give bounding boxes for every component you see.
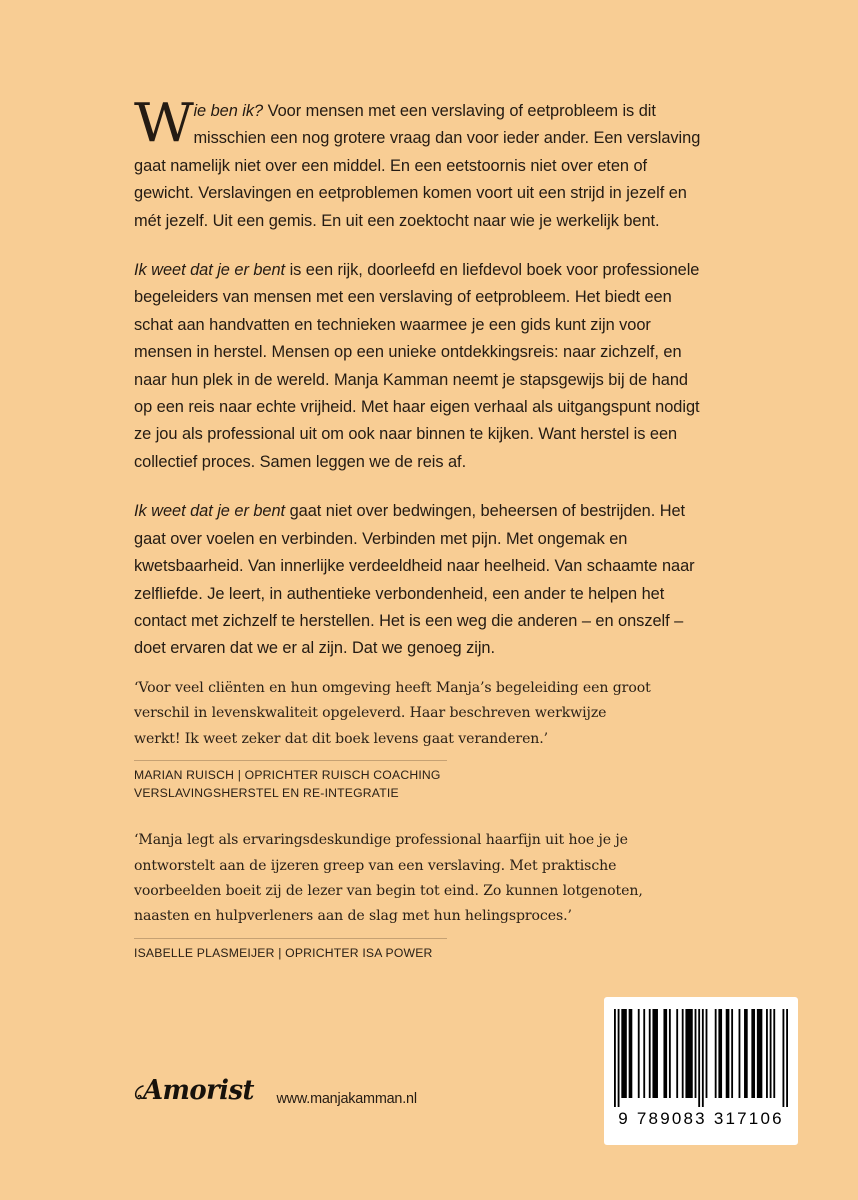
barcode-digit-group-2: 317106	[713, 1109, 784, 1128]
blurb-paragraph-3-text: gaat niet over bedwingen, beheersen of bestrijden. Het gaat over voelen en verbinden. Verbinden met pijn. Met ongemak en kwetsbaarheid. Van innerlijke verdeeldheid naar heelheid. Van schaamte naar zelfliefde. Je leert, in authentieke verbondenheid, een ander te helpen het contact met zichzelf te herstellen. Het is een weg die anderen – en onszelf – doet ervaren dat we er al zijn. Dat we genoeg zijn.	[134, 502, 695, 658]
blurb-paragraph-1	[134, 93, 709, 235]
website-url: www.manjakamman.nl	[276, 1091, 417, 1107]
testimonial-1	[134, 676, 654, 802]
barcode-digit-group-1: 789083	[636, 1109, 707, 1128]
blurb-paragraph-1-text: Voor mensen met een verslaving of eetprobleem is dit misschien een nog grotere vraag dan voor ieder ander. Een verslaving gaat namelijk niet over een middel. En een eetstoornis niet over eten of gewicht. Verslavingen en eetproblemen komen voort uit een strijd in jezelf en mét jezelf. Uit een gemis. En uit een zoektocht naar wie je werkelijk bent.	[134, 102, 701, 230]
blurb-column	[134, 93, 709, 663]
barcode-panel	[604, 997, 798, 1145]
blurb-paragraph-3	[134, 498, 709, 662]
barcode-digits	[614, 1109, 788, 1129]
blurb-paragraph-2	[134, 257, 709, 476]
blurb-paragraph-2-italic-lead: Ik weet dat je er bent	[134, 261, 286, 280]
testimonial-1-attribution-line-1: MARIAN RUISCH | OPRICHTER RUISCH COACHING	[134, 768, 441, 783]
publisher-name: Amorist	[143, 1075, 254, 1106]
footer	[134, 1076, 417, 1108]
testimonial-2-divider	[134, 938, 447, 939]
blurb-paragraph-2-text: is een rijk, doorleefd en liefdevol boek voor professionele begeleiders van mensen met een verslaving of eetprobleem. Het biedt een schat aan handvatten en technieken waarmee je een gids kunt zijn voor mensen in herstel. Mensen op een unieke ontdekkingsreis: naar zichzelf, en naar hun plek in de wereld. Manja Kamman neemt je stapsgewijs bij de hand op een reis naar echte vrijheid. Met haar eigen verhaal als uitgangspunt nodigt ze jou als professional uit om ook naar binnen te kijken. Want herstel is een collectief proces. Samen leggen we de reis af.	[134, 261, 700, 471]
testimonial-1-divider	[134, 760, 447, 761]
blurb-paragraph-3-italic-lead: Ik weet dat je er bent	[134, 502, 286, 521]
testimonial-2-attribution-line-1: ISABELLE PLASMEIJER | OPRICHTER ISA POWER	[134, 945, 433, 960]
testimonial-1-attribution-line-2: VERSLAVINGSHERSTEL EN RE-INTEGRATIE	[134, 785, 399, 800]
publisher-logo	[134, 1076, 258, 1106]
testimonials-section	[134, 676, 654, 962]
testimonial-1-quote: ‘Voor veel cliënten en hun omgeving heeft Manja’s begeleiding een groot verschil in levenskwaliteit opgeleverd. Haar beschreven werkwijze werkt! Ik weet zeker dat dit boek levens gaat veranderen.’	[134, 680, 651, 747]
testimonial-2-quote: ‘Manja legt als ervaringsdeskundige professional haarfijn uit hoe je je ontworstelt aan de ijzeren greep van een verslaving. Met praktische voorbeelden boeit zij de lezer van begin tot eind. Zo kunnen lotgenoten, naasten en hulpverleners aan de slag met hun helingsproces.’	[134, 832, 643, 925]
drop-cap-w: W	[134, 93, 194, 154]
barcode-digit-lead: 9	[618, 1109, 630, 1128]
barcode-bars	[614, 1009, 788, 1107]
testimonial-2	[134, 828, 654, 962]
blurb-paragraph-1-italic-lead: ie ben ik?	[193, 102, 264, 120]
